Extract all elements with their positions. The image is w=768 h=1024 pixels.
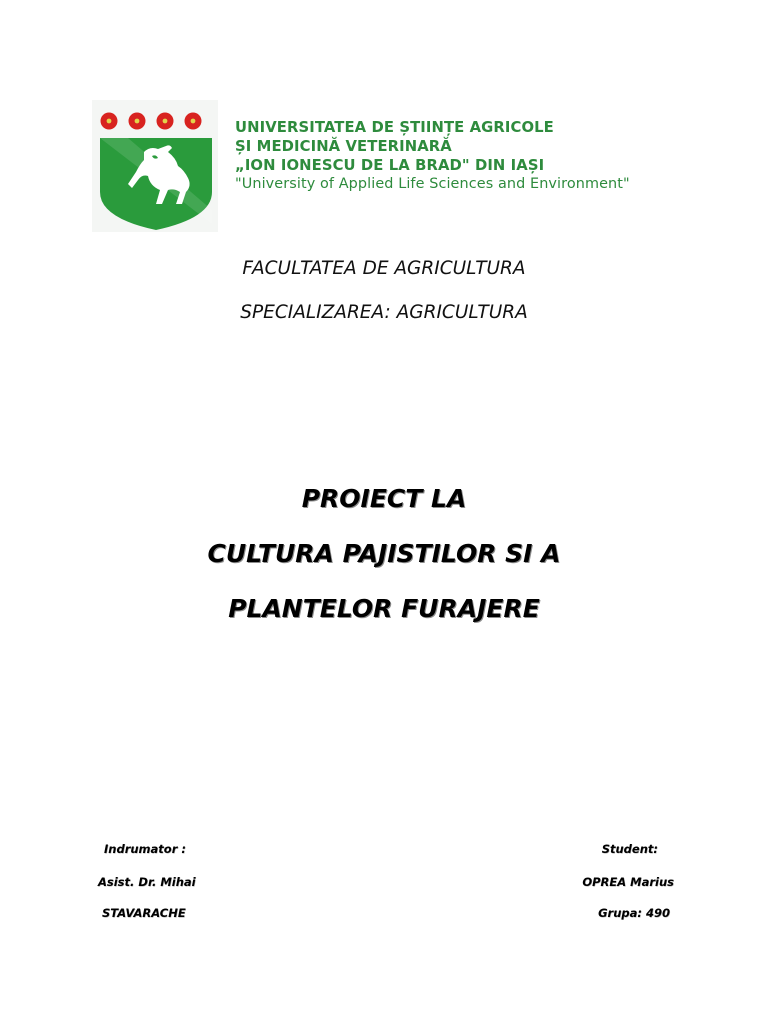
coordinator-name-line2: STAVARACHE [102,906,186,920]
university-name-block [235,118,705,194]
project-title-line1: PROIECT LA [301,484,467,513]
specialization-name: SPECIALIZAREA: AGRICULTURA [240,302,528,323]
university-name-line1: UNIVERSITATEA DE ȘTIINȚE AGRICOLE [235,119,554,136]
project-title-line2: CULTURA PAJISTILOR SI A [207,539,561,568]
coordinator-label: Indrumator : [104,842,186,856]
university-name-line2: ȘI MEDICINĂ VETERINARĂ [235,138,452,155]
coordinator-name-line1: Asist. Dr. Mihai [98,875,196,889]
student-group: Grupa: 490 [598,906,670,920]
university-name-line3: „ION IONESCU DE LA BRAD" DIN IAȘI [235,157,545,174]
project-title-line3: PLANTELOR FURAJERE [228,594,540,623]
horse-crest-icon [92,100,218,232]
university-tagline: "University of Applied Life Sciences and Environment" [235,176,630,192]
faculty-name: FACULTATEA DE AGRICULTURA [242,258,526,279]
university-header [92,100,704,232]
student-name: OPREA Marius [582,875,674,889]
student-label: Student: [601,842,658,856]
